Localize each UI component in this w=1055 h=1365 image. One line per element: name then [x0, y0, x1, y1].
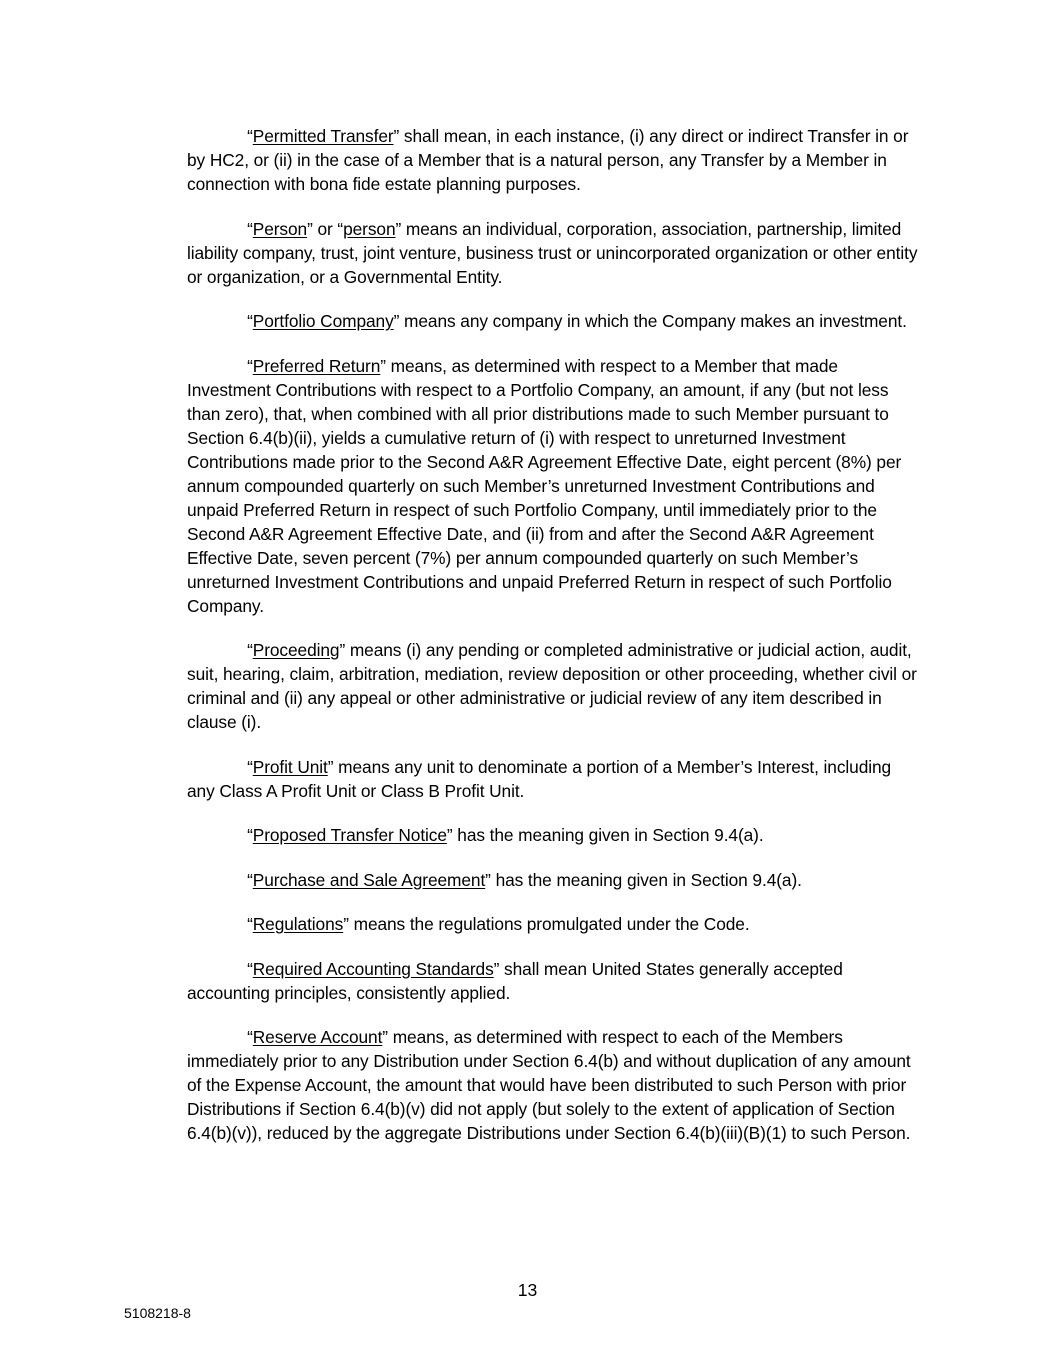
definition-text: ” has the meaning given in Section 9.4(a). — [485, 869, 802, 890]
definition-purchase-and-sale-agreement: “Purchase and Sale Agreement” has the meaning given in Section 9.4(a). — [247, 869, 802, 890]
defined-term: Preferred Return — [252, 355, 381, 376]
definition-text: ” means the regulations promulgated under the Code. — [343, 914, 750, 934]
defined-term: Profit Unit — [252, 756, 328, 777]
definition-text: ” shall mean, in each instance, (i) any direct or indirect Transfer in or by HC2, or (ii) in the case of a Member that is a natural person, any Transfer by a Member in connection with bona fide estate planning purposes. — [187, 126, 909, 194]
definition-text: ” means, as determined with respect to a Member that made Investment Contributions with respect to a Portfolio Company, an amount, if any (but not less than zero), that, when combined with all prior distributions made to such Member pursuant to Section 6.4(b)(ii), yields a cumulative return of (i) with respect to unreturned Investment Contributions made prior to the Second A&R Agreement Effective Date, eight percent (8%) per annum compounded quarterly on such Member’s unreturned Investment Contributions and unpaid Preferred Return in respect of such Portfolio Company, until immediately prior to the Second A&R Agreement Effective Date, and (ii) from and after the Second A&R Agreement Effective Date, seven percent (7%) per annum compounded quarterly on such Member’s unreturned Investment Contributions and unpaid Preferred Return in respect of such Portfolio Company. — [187, 355, 902, 616]
definitions-list — [187, 124, 922, 1166]
defined-term: Portfolio Company — [252, 311, 394, 331]
definition-proposed-transfer-notice: “Proposed Transfer Notice” has the meaning given in Section 9.4(a). — [247, 825, 764, 845]
definition-text: ” shall mean United States generally accepted accounting principles, consistently applied. — [187, 958, 843, 1003]
defined-term: Person — [252, 218, 308, 239]
definition-portfolio-company: “Portfolio Company” means any company in which the Company makes an investment. — [247, 311, 907, 331]
defined-term: Regulations — [252, 914, 344, 934]
defined-term: Permitted Transfer — [252, 126, 394, 146]
definition-person: “Person” or “person” means an individual, corporation, association, partnership, limited liability company, trust, joint venture, business trust or unincorporated organization or other entity or organization, or a Governmental Entity. — [187, 218, 918, 287]
definition-regulations: “Regulations” means the regulations promulgated under the Code. — [247, 914, 750, 934]
definition-reserve-account: “Reserve Account” means, as determined with respect to each of the Members immediately prior to any Distribution under Section 6.4(b) and without duplication of any amount of the Expense Account, the amount that would have been distributed to such Person with prior Distributions if Section 6.4(b)(v) did not apply (but solely to the extent of application of Section 6.4(b)(v)), reduced by the aggregate Distributions under Section 6.4(b)(iii)(B)(1) to such Person. — [187, 1027, 911, 1143]
definition-profit-unit: “Profit Unit” means any unit to denominate a portion of a Member’s Interest, including any Class A Profit Unit or Class B Profit Unit. — [187, 756, 892, 801]
definition-preferred-return: “Preferred Return” means, as determined with respect to a Member that made Investment Contributions with respect to a Portfolio Company, an amount, if any (but not less than zero), that, when combined with all prior distributions made to such Member pursuant to Section 6.4(b)(ii), yields a cumulative return of (i) with respect to unreturned Investment Contributions made prior to the Second A&R Agreement Effective Date, eight percent (8%) per annum compounded quarterly on such Member’s unreturned Investment Contributions and unpaid Preferred Return in respect of such Portfolio Company, until immediately prior to the Second A&R Agreement Effective Date, and (ii) from and after the Second A&R Agreement Effective Date, seven percent (7%) per annum compounded quarterly on such Member’s unreturned Investment Contributions and unpaid Preferred Return in respect of such Portfolio Company. — [187, 355, 902, 616]
defined-term: Proposed Transfer Notice — [252, 825, 447, 845]
definition-proceeding: “Proceeding” means (i) any pending or completed administrative or judicial action, audit, suit, hearing, claim, arbitration, mediation, review deposition or other proceeding, whether civil or criminal and (ii) any appeal or other administrative or judicial review of any item described in clause (i). — [187, 640, 917, 732]
definition-text: ” means an individual, corporation, association, partnership, limited liability company, trust, joint venture, business trust or unincorporated organization or other entity or organization, or a Governmental Entity. — [187, 218, 918, 287]
definition-text: ” means any company in which the Company makes an investment. — [393, 311, 907, 331]
defined-term-alt: person — [343, 218, 396, 239]
definition-text: ” means (i) any pending or completed administrative or judicial action, audit, suit, hearing, claim, arbitration, mediation, review deposition or other proceeding, whether civil or criminal and (ii) any appeal or other administrative or judicial review of any item described in clause (i). — [187, 640, 917, 732]
page-number: 13 — [517, 1280, 538, 1300]
defined-term: Required Accounting Standards — [252, 958, 494, 979]
defined-term: Reserve Account — [252, 1027, 383, 1047]
defined-term: Purchase and Sale Agreement — [252, 869, 486, 890]
definition-required-accounting-standards: “Required Accounting Standards” shall mean United States generally accepted accounting principles, consistently applied. — [187, 958, 843, 1003]
definition-text: ” means any unit to denominate a portion of a Member’s Interest, including any Class A Profit Unit or Class B Profit Unit. — [187, 756, 892, 801]
document-id: 5108218-8 — [124, 1305, 191, 1321]
definition-permitted-transfer: “Permitted Transfer” shall mean, in each instance, (i) any direct or indirect Transfer in or by HC2, or (ii) in the case of a Member that is a natural person, any Transfer by a Member in connection with bona fide estate planning purposes. — [187, 126, 909, 194]
defined-term: Proceeding — [252, 640, 340, 660]
definition-text: ” has the meaning given in Section 9.4(a). — [446, 825, 764, 845]
definition-text: ” means, as determined with respect to each of the Members immediately prior to any Distribution under Section 6.4(b) and without duplication of any amount of the Expense Account, the amount that would have been distributed to such Person with prior Distributions if Section 6.4(b)(v) did not apply (but solely to the extent of application of Section 6.4(b)(v)), reduced by the aggregate Distributions under Section 6.4(b)(iii)(B)(1) to such Person. — [187, 1027, 911, 1143]
